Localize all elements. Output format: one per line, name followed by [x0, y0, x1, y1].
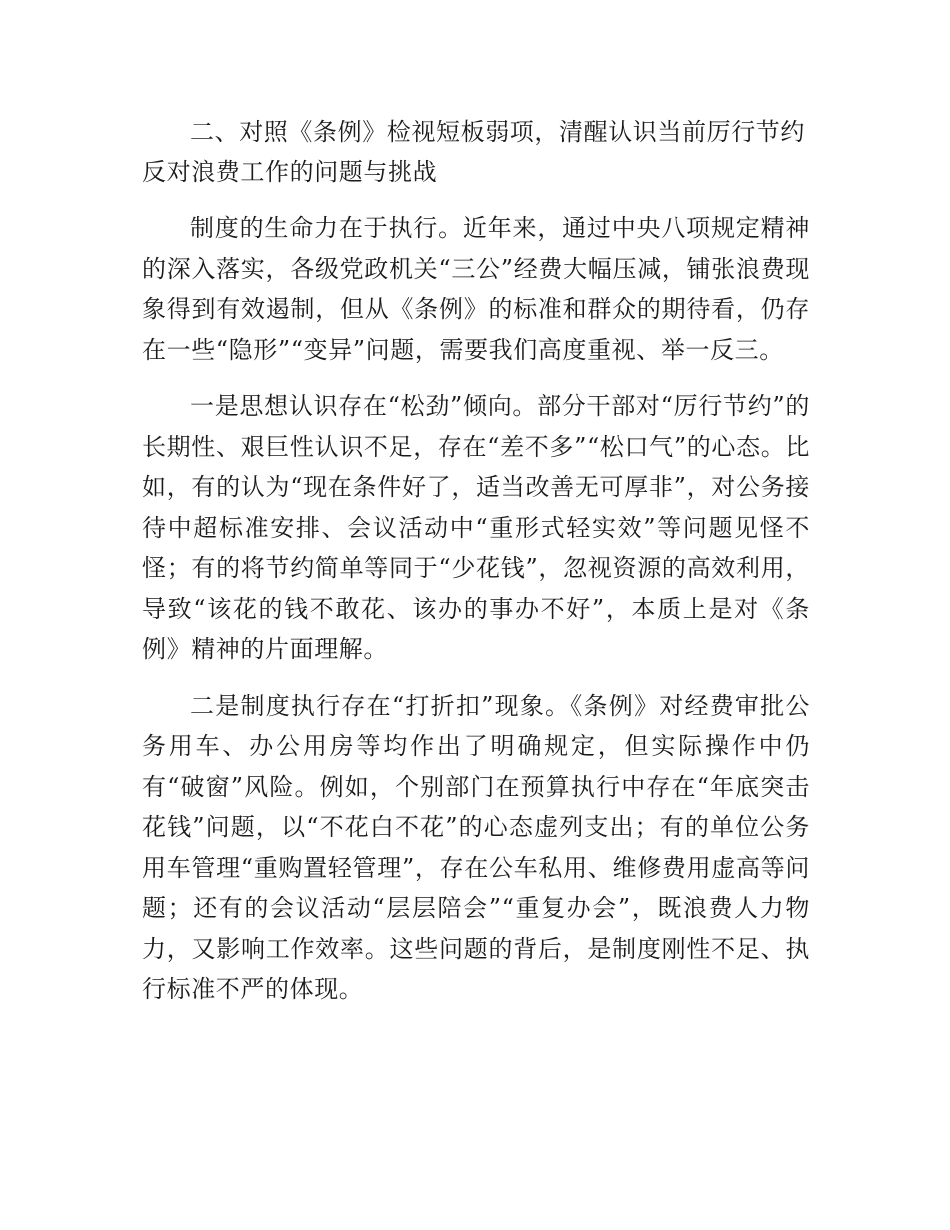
paragraph-point-one: 一是思想认识存在“松劲”倾向。部分干部对“厉行节约”的长期性、艰巨性认识不足，存在“差不多”“松口气”的心态。比如，有的认为“现在条件好了，适当改善无可厚非”，对公务接待中超标准安排、会议活动中“重形式轻实效”等问题见怪不怪；有的将节约简单等同于“少花钱”，忽视资源的高效利用，导致“该花的钱不敢花、该办的事办不好”，本质上是对《条例》精神的片面理解。 — [142, 392, 810, 663]
document-page — [142, 112, 810, 1026]
paragraph-intro: 制度的生命力在于执行。近年来，通过中央八项规定精神的深入落实，各级党政机关“三公”经费大幅压减，铺张浪费现象得到有效遏制，但从《条例》的标准和群众的期待看，仍存在一些“隐形”“变异”问题，需要我们高度重视、举一反三。 — [142, 214, 810, 364]
paragraph-point-two: 二是制度执行存在“打折扣”现象。《条例》对经费审批公务用车、办公用房等均作出了明确规定，但实际操作中仍有“破窗”风险。例如，个别部门在预算执行中存在“年底突击花钱”问题，以“不花白不花”的心态虚列支出；有的单位公务用车管理“重购置轻管理”，存在公车私用、维修费用虚高等问题；还有的会议活动“层层陪会”“重复办会”，既浪费人力物力，又影响工作效率。这些问题的背后，是制度刚性不足、执行标准不严的体现。 — [142, 691, 810, 1003]
section-heading: 二、对照《条例》检视短板弱项，清醒认识当前厉行节约反对浪费工作的问题与挑战 — [142, 118, 805, 186]
